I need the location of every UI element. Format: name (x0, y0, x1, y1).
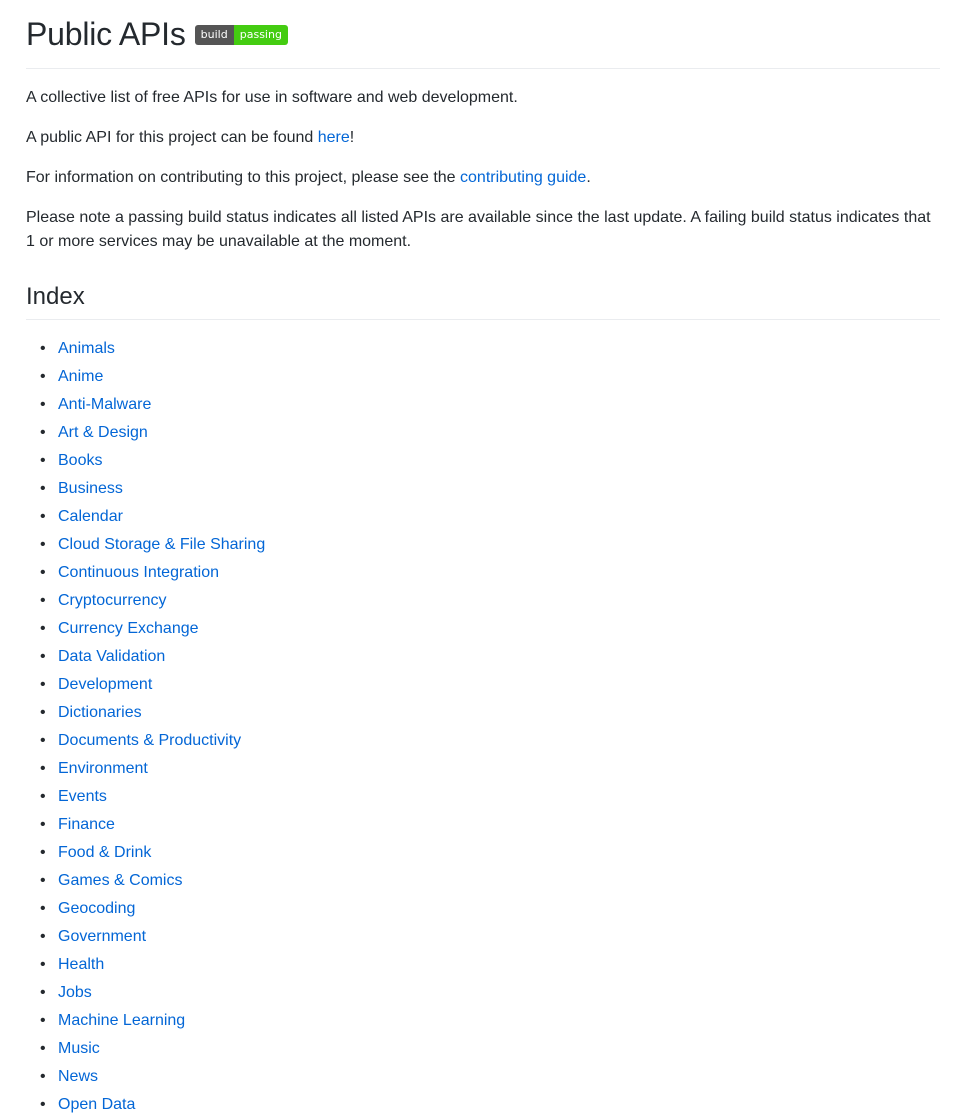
bullet-icon: • (40, 564, 46, 581)
list-item (40, 643, 940, 671)
list-item (40, 447, 940, 475)
list-item (40, 1063, 940, 1091)
index-list (26, 335, 940, 1119)
index-link-animals[interactable]: Animals (58, 340, 115, 357)
bullet-icon: • (40, 676, 46, 693)
contributing-suffix: . (586, 169, 591, 186)
list-item (40, 363, 940, 391)
bullet-icon: • (40, 480, 46, 497)
index-link-anime[interactable]: Anime (58, 368, 104, 385)
list-item (40, 979, 940, 1007)
index-link-games-comics[interactable]: Games & Comics (58, 872, 183, 889)
bullet-icon: • (40, 956, 46, 973)
list-item (40, 419, 940, 447)
page-title: Public APIs (26, 16, 186, 52)
index-link-open-data[interactable]: Open Data (58, 1096, 136, 1113)
bullet-icon: • (40, 396, 46, 413)
here-link[interactable]: here (317, 129, 350, 146)
bullet-icon: • (40, 984, 46, 1001)
list-item (40, 475, 940, 503)
bullet-icon: • (40, 1040, 46, 1057)
bullet-icon: • (40, 648, 46, 665)
index-link-news[interactable]: News (58, 1068, 99, 1085)
list-item (40, 1035, 940, 1063)
list-item (40, 839, 940, 867)
list-item (40, 783, 940, 811)
bullet-icon: • (40, 508, 46, 525)
index-link-cryptocurrency[interactable]: Cryptocurrency (58, 592, 167, 609)
list-item (40, 923, 940, 951)
list-item (40, 811, 940, 839)
bullet-icon: • (40, 816, 46, 833)
list-item (40, 615, 940, 643)
index-link-music[interactable]: Music (58, 1040, 100, 1057)
index-link-geocoding[interactable]: Geocoding (58, 900, 136, 917)
bullet-icon: • (40, 788, 46, 805)
list-item (40, 335, 940, 363)
list-item (40, 755, 940, 783)
bullet-icon: • (40, 592, 46, 609)
index-link-calendar[interactable]: Calendar (58, 508, 123, 525)
bullet-icon: • (40, 928, 46, 945)
title-row (26, 0, 940, 69)
index-link-government[interactable]: Government (58, 928, 147, 945)
list-item (40, 699, 940, 727)
index-link-continuous-integration[interactable]: Continuous Integration (58, 564, 219, 581)
list-item (40, 531, 940, 559)
bullet-icon: • (40, 1068, 46, 1085)
index-link-cloud-storage-file-sharing[interactable]: Cloud Storage & File Sharing (58, 536, 266, 553)
bullet-icon: • (40, 452, 46, 469)
contributing-paragraph (26, 166, 940, 190)
list-item (40, 503, 940, 531)
list-item (40, 1091, 940, 1119)
public-api-text: A public API for this project can be found (26, 129, 318, 146)
bullet-icon: • (40, 1012, 46, 1029)
index-link-events[interactable]: Events (58, 788, 107, 805)
bullet-icon: • (40, 340, 46, 357)
contributing-text: For information on contributing to this project, please see the (26, 169, 461, 186)
bullet-icon: • (40, 760, 46, 777)
index-link-jobs[interactable]: Jobs (58, 984, 92, 1001)
index-heading: Index (26, 281, 940, 320)
index-link-food-drink[interactable]: Food & Drink (58, 844, 152, 861)
index-link-data-validation[interactable]: Data Validation (58, 648, 166, 665)
badge-status: passing (234, 25, 288, 45)
bullet-icon: • (40, 844, 46, 861)
contributing-guide-link[interactable]: contributing guide (460, 169, 587, 186)
bullet-icon: • (40, 1096, 46, 1113)
index-link-books[interactable]: Books (58, 452, 103, 469)
intro-paragraph: A collective list of free APIs for use in software and web development. (26, 89, 518, 106)
index-link-documents-productivity[interactable]: Documents & Productivity (58, 732, 242, 749)
bullet-icon: • (40, 732, 46, 749)
build-status-note: Please note a passing build status indicates all listed APIs are available since the last update. A failing build status indicates that 1 or more services may be unavailable at the moment. (26, 209, 931, 250)
badge-label: build (195, 25, 234, 45)
list-item (40, 867, 940, 895)
index-link-development[interactable]: Development (58, 676, 153, 693)
list-item (40, 559, 940, 587)
bullet-icon: • (40, 536, 46, 553)
index-link-art-design[interactable]: Art & Design (58, 424, 148, 441)
build-status-badge[interactable] (195, 25, 288, 45)
list-item (40, 671, 940, 699)
list-item (40, 1007, 940, 1035)
index-link-environment[interactable]: Environment (58, 760, 148, 777)
bullet-icon: • (40, 424, 46, 441)
public-api-suffix: ! (349, 129, 355, 146)
list-item (40, 895, 940, 923)
bullet-icon: • (40, 872, 46, 889)
list-item (40, 587, 940, 615)
index-link-business[interactable]: Business (58, 480, 123, 497)
list-item (40, 391, 940, 419)
list-item (40, 727, 940, 755)
index-link-currency-exchange[interactable]: Currency Exchange (58, 620, 199, 637)
index-link-health[interactable]: Health (58, 956, 105, 973)
index-link-dictionaries[interactable]: Dictionaries (58, 704, 142, 721)
bullet-icon: • (40, 368, 46, 385)
bullet-icon: • (40, 620, 46, 637)
bullet-icon: • (40, 900, 46, 917)
list-item (40, 951, 940, 979)
bullet-icon: • (40, 704, 46, 721)
index-link-finance[interactable]: Finance (58, 816, 115, 833)
public-api-paragraph (26, 126, 940, 150)
index-link-anti-malware[interactable]: Anti-Malware (58, 396, 152, 413)
index-link-machine-learning[interactable]: Machine Learning (58, 1012, 186, 1029)
